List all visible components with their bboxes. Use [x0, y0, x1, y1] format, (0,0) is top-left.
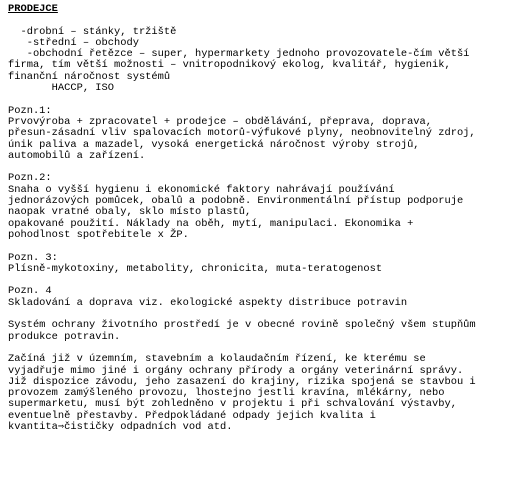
note-2 — [8, 173, 503, 241]
paragraph-line: supermarketu, musí být zohledněno v projektu i při schvalování výstavby, — [8, 398, 457, 411]
intro-line — [8, 15, 503, 26]
note-line: automobilů a zařízení. — [8, 149, 146, 162]
document-heading: PRODEJCE — [8, 3, 58, 15]
paragraph-line: vyjadřuje mimo jiné i orgány ochrany přírody a orgány veterinární správy. — [8, 364, 464, 377]
paragraph-line: Již dispozice závodu, jeho zasazení do krajiny, rizika spojená se stavbou i — [8, 375, 476, 388]
note-line: opakované použití. Náklady na oběh, mytí, manipulaci. Ekonomika + — [8, 217, 414, 230]
intro-line: -obchodní řetězce – super, hypermarkety jednoho provozovatele-čím větší — [8, 48, 470, 61]
document-page — [8, 4, 503, 445]
note-line: Skladování a doprava viz. ekologické aspekty distribuce potravin — [8, 296, 408, 309]
note-4 — [8, 286, 503, 309]
paragraph-line: eventuelně přestavby. Předpokládané odpady jejich kvalita i — [8, 409, 376, 422]
note-line: Snaha o vyšší hygienu i ekonomické faktory nahrávají používání — [8, 183, 395, 196]
note-3 — [8, 253, 503, 276]
note-title: Pozn. 3: — [8, 251, 58, 264]
note-line: Prvovýroba + zpracovatel + prodejce – obdělávání, přeprava, doprava, — [8, 115, 433, 128]
note-line: pohodlnost spotřebitele x ŽP. — [8, 228, 189, 241]
note-title: Pozn.1: — [8, 104, 52, 117]
note-title: Pozn.2: — [8, 172, 52, 185]
intro-line: HACCP, ISO — [8, 82, 115, 95]
intro-line: firma, tím větší možnosti – vnitropodnikový ekolog, kvalitář, hygienik, — [8, 59, 451, 72]
paragraph-line: produkce potravin. — [8, 330, 121, 343]
note-line: přesun-zásadní vliv spalovacích motorů-výfukové plyny, neobnovitelný zdroj, — [8, 127, 476, 140]
paragraph-line: Začíná již v územním, stavebním a kolaudačním řízení, ke kterému se — [8, 353, 426, 366]
note-line: jednorázových pomůcek, obalů a podobně. Environmentální přístup podporuje — [8, 195, 464, 208]
note-1 — [8, 106, 503, 162]
planning-paragraph — [8, 354, 503, 433]
note-line: naopak vratné obaly, sklo místo plastů, — [8, 206, 252, 219]
intro-line: finanční náročnost systémů — [8, 70, 171, 83]
note-line: Plísně-mykotoxiny, metabolity, chronicita, muta-teratogenost — [8, 262, 383, 275]
note-line: únik paliva a mazadel, vysoká energetická náročnost výroby strojů, — [8, 138, 420, 151]
intro-line: -střední – obchody — [8, 36, 139, 49]
note-title: Pozn. 4 — [8, 285, 52, 298]
paragraph-line: provozem zamýšleného provozu, lhostejno jestli kravína, mlékárny, nebo — [8, 387, 445, 400]
intro-line: -drobní – stánky, tržiště — [8, 25, 177, 38]
environment-system-paragraph — [8, 320, 503, 343]
retailers-list — [8, 15, 503, 94]
paragraph-line: Systém ochrany životního prostředí je v obecné rovině společný všem stupňům — [8, 319, 476, 332]
paragraph-line: kvantita⇒čističky odpadních vod atd. — [8, 420, 233, 433]
